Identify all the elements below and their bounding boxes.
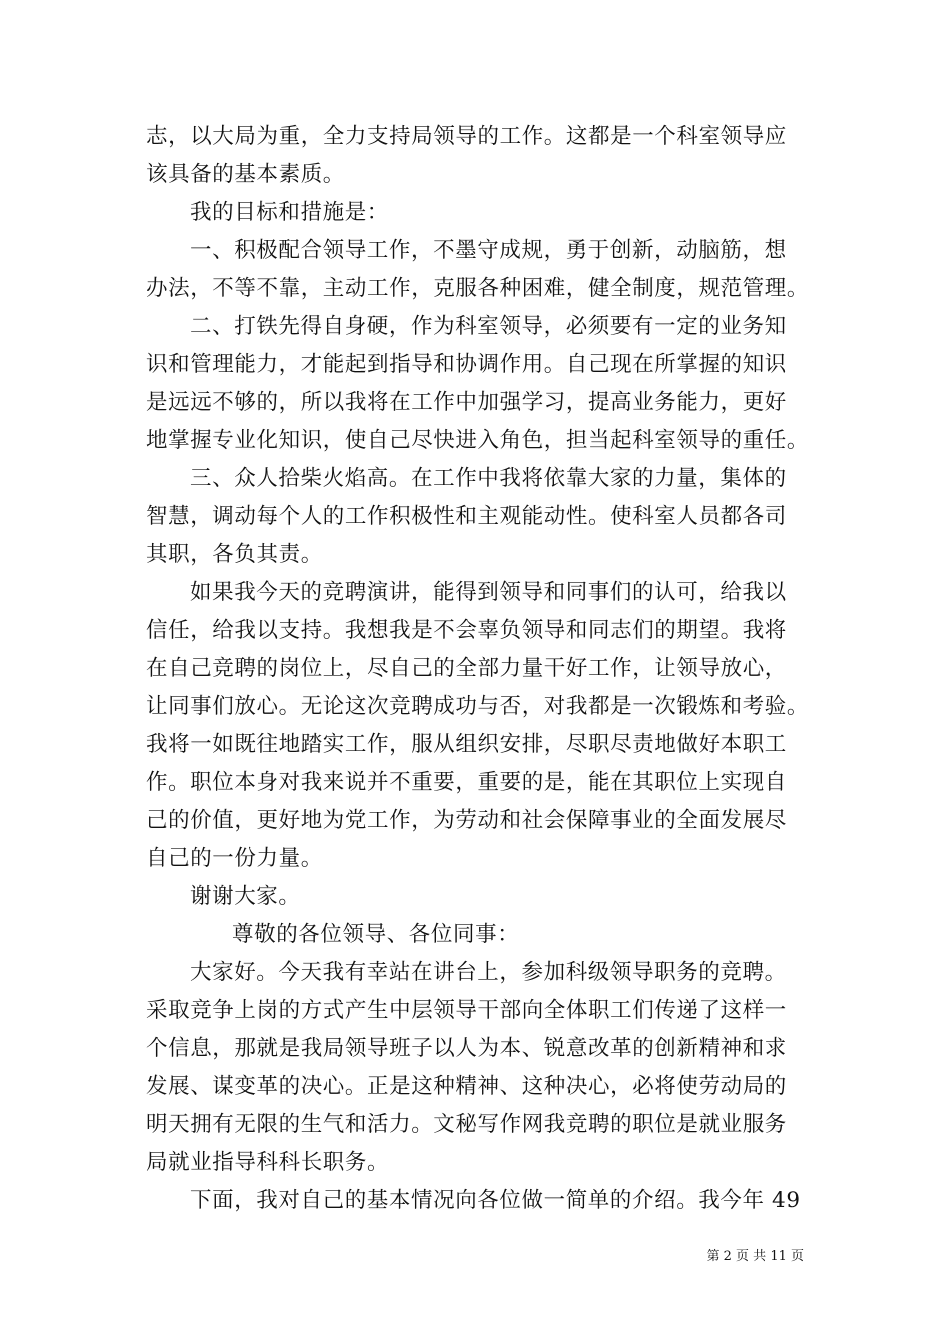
text-line-26: 发展、谋变革的决心。正是这种精神、这种决心，必将使劳动局的 — [146, 1074, 787, 1099]
text-line-3: 我的目标和措施是： — [190, 200, 389, 225]
text-line-29: 下面，我对自己的基本情况向各位做一简单的介绍。我今年 49 — [190, 1188, 801, 1213]
text-line-22: 尊敬的各位领导、各位同事： — [232, 922, 520, 947]
text-line-2: 该具备的基本素质。 — [146, 162, 345, 187]
text-line-14: 信任，给我以支持。我想我是不会辜负领导和同志们的期望。我将 — [146, 618, 787, 643]
text-line-24: 采取竞争上岗的方式产生中层领导干部向全体职工们传递了这样一 — [146, 998, 787, 1023]
text-line-23: 大家好。今天我有幸站在讲台上，参加科级领导职务的竞聘。 — [190, 960, 787, 985]
text-line-20: 自己的一份力量。 — [146, 846, 323, 871]
text-line-7: 识和管理能力，才能起到指导和协调作用。自己现在所掌握的知识 — [146, 352, 787, 377]
text-line-12: 其职，各负其责。 — [146, 542, 323, 567]
text-line-8: 是远远不够的，所以我将在工作中加强学习，提高业务能力，更好 — [146, 390, 787, 415]
text-line-1: 志，以大局为重，全力支持局领导的工作。这都是一个科室领导应 — [146, 124, 787, 149]
text-line-6: 二、打铁先得自身硬，作为科室领导，必须要有一定的业务知 — [190, 314, 787, 339]
text-line-9: 地掌握专业化知识，使自己尽快进入角色，担当起科室领导的重任。 — [146, 428, 810, 453]
text-line-15: 在自己竞聘的岗位上，尽自己的全部力量干好工作，让领导放心， — [146, 656, 787, 681]
text-line-4: 一、积极配合领导工作，不墨守成规，勇于创新，动脑筋，想 — [190, 238, 787, 263]
page-number: 第 2 页 共 11 页 — [706, 1249, 804, 1264]
text-line-16: 让同事们放心。无论这次竞聘成功与否，对我都是一次锻炼和考验。 — [146, 694, 810, 719]
text-line-21: 谢谢大家。 — [190, 884, 301, 909]
text-line-27: 明天拥有无限的生气和活力。文秘写作网我竞聘的职位是就业服务 — [146, 1112, 787, 1137]
text-line-28: 局就业指导科科长职务。 — [146, 1150, 390, 1175]
text-line-18: 作。职位本身对我来说并不重要，重要的是，能在其职位上实现自 — [146, 770, 787, 795]
text-line-5: 办法，不等不靠，主动工作，克服各种困难，健全制度，规范管理。 — [146, 276, 810, 301]
text-line-11: 智慧，调动每个人的工作积极性和主观能动性。使科室人员都各司 — [146, 504, 787, 529]
text-line-13: 如果我今天的竞聘演讲，能得到领导和同事们的认可，给我以 — [190, 580, 787, 605]
text-line-10: 三、众人拾柴火焰高。在工作中我将依靠大家的力量，集体的 — [190, 466, 787, 491]
text-line-17: 我将一如既往地踏实工作，服从组织安排，尽职尽责地做好本职工 — [146, 732, 787, 757]
text-line-25: 个信息，那就是我局领导班子以人为本、锐意改革的创新精神和求 — [146, 1036, 787, 1061]
text-line-19: 己的价值，更好地为党工作，为劳动和社会保障事业的全面发展尽 — [146, 808, 787, 833]
